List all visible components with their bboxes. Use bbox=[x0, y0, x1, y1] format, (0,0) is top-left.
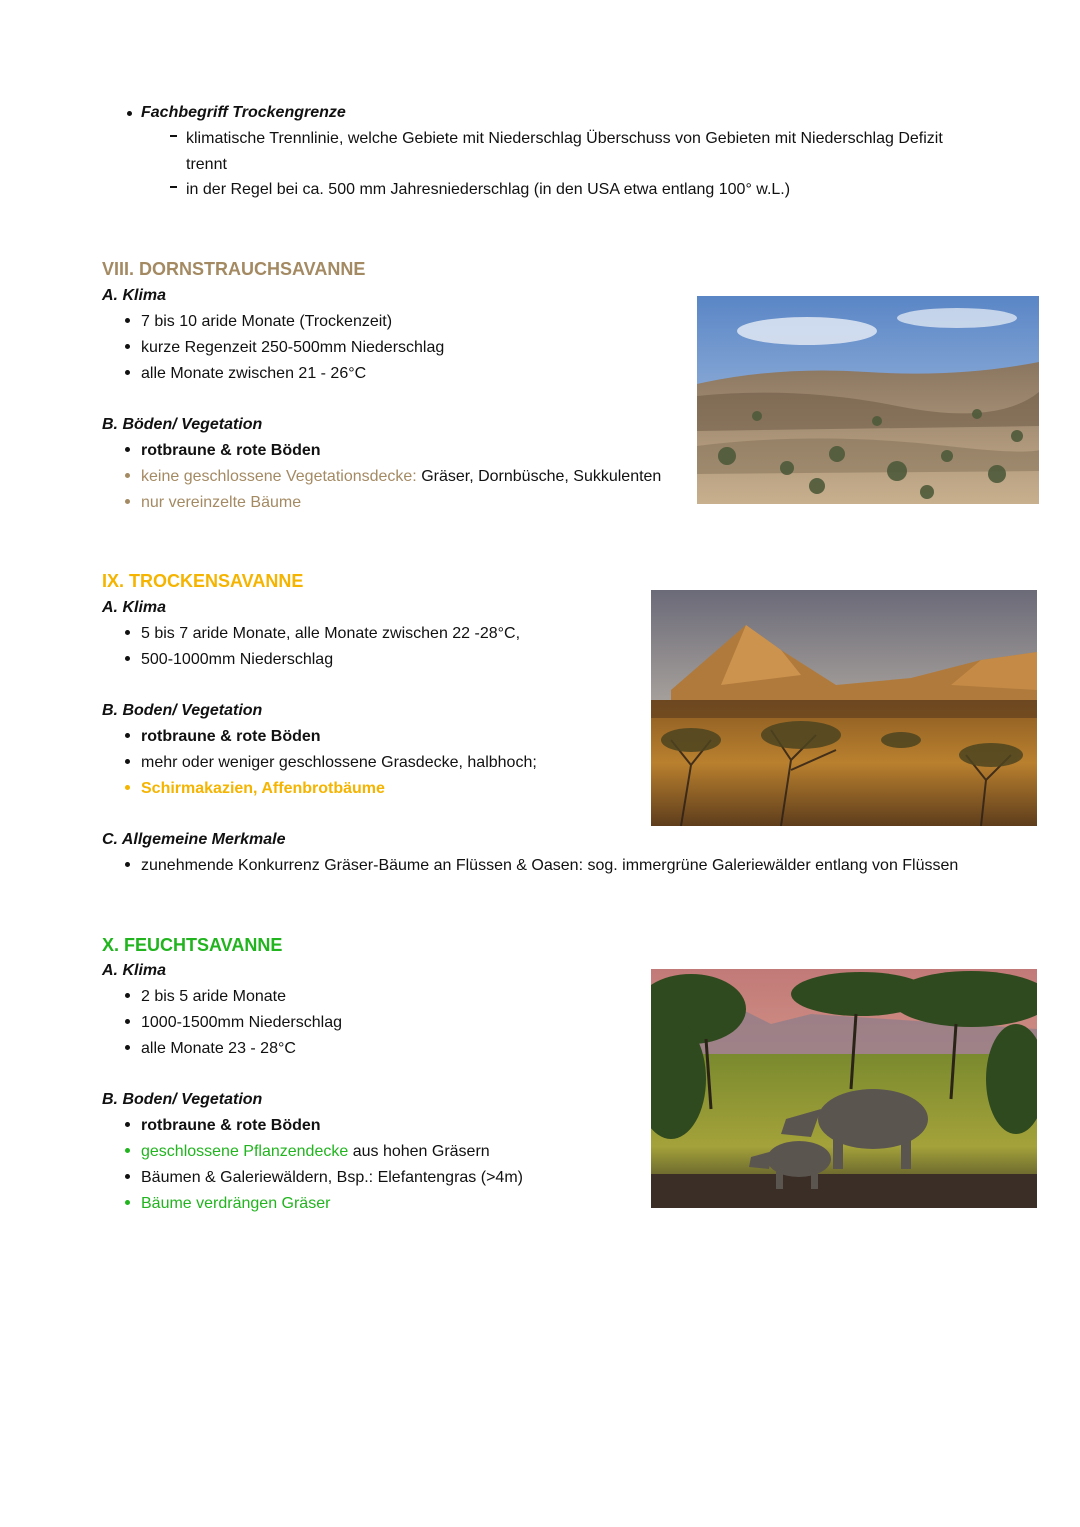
subsection-klima: A. Klima bbox=[102, 962, 167, 979]
list-item bbox=[141, 1139, 490, 1165]
bullet bbox=[125, 993, 130, 998]
bullet bbox=[125, 656, 130, 661]
bullet bbox=[125, 318, 130, 323]
section-title-trockensavanne: IX. TROCKENSAVANNE bbox=[102, 571, 304, 591]
list-item: 2 bis 5 aride Monate bbox=[141, 988, 286, 1005]
bullet bbox=[125, 1174, 130, 1179]
list-item: nur vereinzelte Bäume bbox=[141, 494, 302, 511]
list-item: kurze Regenzeit 250-500mm Niederschlag bbox=[141, 339, 445, 356]
dash bbox=[170, 135, 177, 137]
list-item: rotbraune & rote Böden bbox=[141, 728, 321, 745]
intro-item: klimatische Trennlinie, welche Gebiete mit Niederschlag Überschuss von Gebieten mit Niederschlag Defizit bbox=[186, 130, 943, 147]
bullet bbox=[125, 759, 130, 764]
bullet bbox=[125, 1045, 130, 1050]
bullet bbox=[125, 630, 130, 635]
subsection-boden: B. Boden/ Vegetation bbox=[102, 1091, 263, 1108]
text: aus hohen Gräsern bbox=[348, 1143, 490, 1160]
intro-item-continued: trennt bbox=[186, 156, 227, 173]
photo-dornstrauchsavanne bbox=[697, 296, 1039, 504]
list-item: 1000-1500mm Niederschlag bbox=[141, 1014, 342, 1031]
list-item: rotbraune & rote Böden bbox=[141, 442, 321, 459]
subsection-boden: B. Boden/ Vegetation bbox=[102, 702, 263, 719]
bullet bbox=[125, 862, 130, 867]
intro-item: in der Regel bei ca. 500 mm Jahresniederschlag (in den USA etwa entlang 100° w.L.) bbox=[186, 181, 791, 198]
list-item: Schirmakazien, Affenbrotbäume bbox=[141, 780, 385, 797]
bullet bbox=[125, 785, 130, 790]
subsection-boden: B. Böden/ Vegetation bbox=[102, 416, 263, 433]
list-item: Bäume verdrängen Gräser bbox=[141, 1195, 331, 1212]
list-item bbox=[141, 464, 661, 490]
bullet bbox=[125, 1148, 130, 1153]
bullet bbox=[125, 447, 130, 452]
list-item: 7 bis 10 aride Monate (Trockenzeit) bbox=[141, 313, 393, 330]
bullet bbox=[125, 370, 130, 375]
bullet bbox=[125, 1200, 130, 1205]
highlighted-text: keine geschlossene Vegetationsdecke: bbox=[141, 468, 417, 485]
text: Gräser, Dornbüsche, Sukkulenten bbox=[416, 468, 662, 485]
dash bbox=[170, 186, 177, 188]
bullet bbox=[125, 733, 130, 738]
section-title-feuchtsavanne: X. FEUCHTSAVANNE bbox=[102, 935, 283, 955]
subsection-klima: A. Klima bbox=[102, 599, 167, 616]
list-item: alle Monate zwischen 21 - 26°C bbox=[141, 365, 367, 382]
subsection-merkmale: C. Allgemeine Merkmale bbox=[102, 831, 286, 848]
list-item: Bäumen & Galeriewäldern, Bsp.: Elefantengras (>4m) bbox=[141, 1169, 523, 1186]
bullet bbox=[125, 499, 130, 504]
list-item: mehr oder weniger geschlossene Grasdecke, halbhoch; bbox=[141, 754, 537, 771]
bullet bbox=[125, 1019, 130, 1024]
list-item: 5 bis 7 aride Monate, alle Monate zwischen 22 -28°C, bbox=[141, 625, 521, 642]
highlighted-text: geschlossene Pflanzendecke bbox=[141, 1143, 349, 1160]
list-item: zunehmende Konkurrenz Gräser-Bäume an Flüssen & Oasen: sog. immergrüne Galeriewälder entlang von Flüssen bbox=[141, 857, 959, 874]
subsection-klima: A. Klima bbox=[102, 287, 167, 304]
photo-feuchtsavanne bbox=[651, 969, 1037, 1208]
photo-trockensavanne bbox=[651, 590, 1037, 826]
list-item: rotbraune & rote Böden bbox=[141, 1117, 321, 1134]
bullet bbox=[125, 344, 130, 349]
bullet bbox=[127, 111, 132, 116]
bullet bbox=[125, 473, 130, 478]
list-item: alle Monate 23 - 28°C bbox=[141, 1040, 296, 1057]
section-title-dornstrauchsavanne: VIII. DORNSTRAUCHSAVANNE bbox=[102, 259, 366, 279]
bullet bbox=[125, 1122, 130, 1127]
list-item: 500-1000mm Niederschlag bbox=[141, 651, 334, 668]
intro-heading: Fachbegriff Trockengrenze bbox=[141, 104, 346, 121]
